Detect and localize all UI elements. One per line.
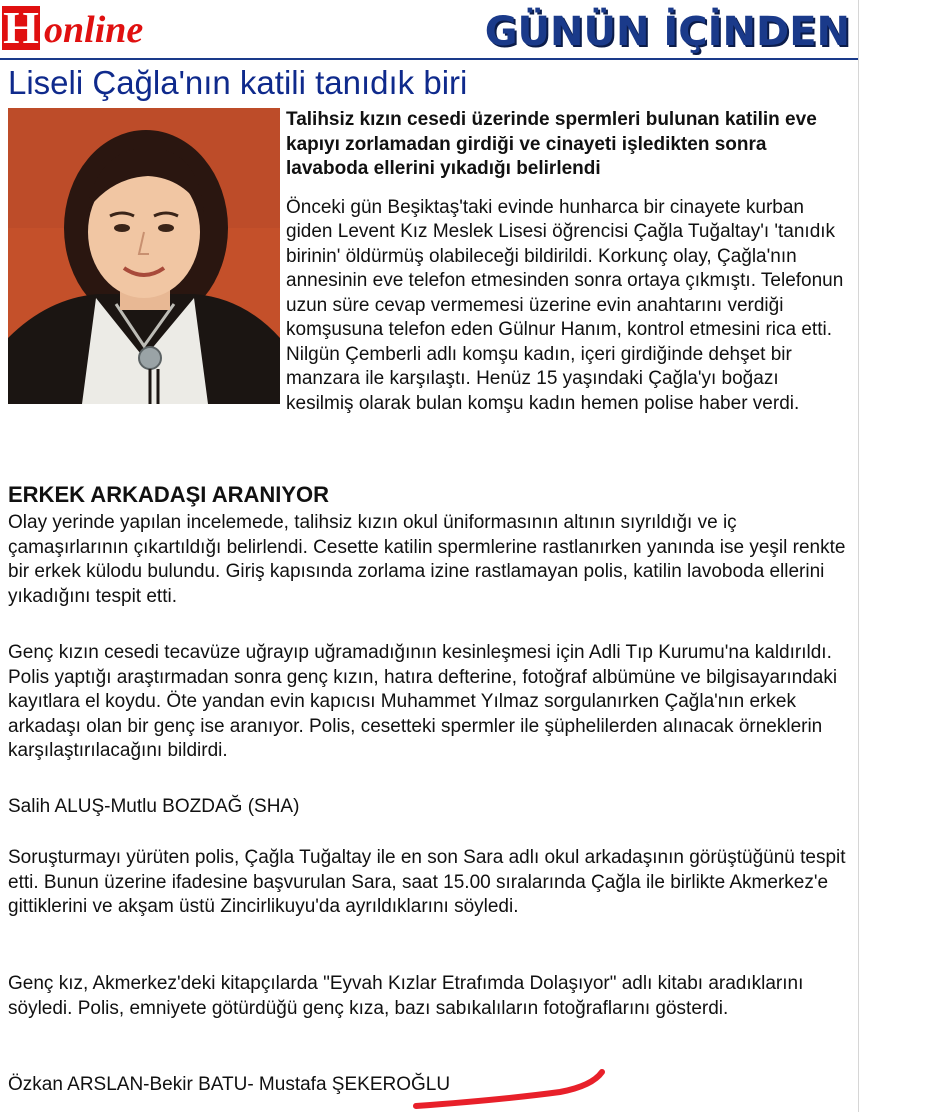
article-paragraph: Olay yerinde yapılan incelemede, talihsiz kızın okul üniformasının altının sıyrıldığı ve iç çamaşırlarının çıkartıldığı belirlendi. Cesette katilin spermlerine rastlanırken yanında ise yeşil renkte bir erkek külodu bulundu. Giriş kapısında zorlama izine rastlamayan polis, katilin lavoboda ellerini yıkadığını tespit etti. <box>8 512 846 607</box>
article-paragraph: Genç kızın cesedi tecavüze uğrayıp uğramadığının kesinleşmesi için Adli Tıp Kurumu'na kaldırıldı. Polis yaptığı araştırmadan sonra genç kızın, hatıra defterine, fotoğraf albümüne ve bilgisayarındaki kayıtlara el koydu. Öte yandan evin kapıcısı Muhammet Yılmaz sorgulanırken Çağla'nın erkek arkadaşı olan bir genç ise aranıyor. Polis, cesetteki spermler ile şüphelilerden alınacak örneklerin karşılaştırılacağını bildirdi. <box>8 642 838 761</box>
highlight-stroke <box>410 1066 610 1112</box>
article-paragraph: Soruşturmayı yürüten polis, Çağla Tuğaltay ile en son Sara adlı okul arkadaşının görüştüğünü tespit etti. Bunun üzerine ifadesine başvurulan Sara, saat 15.00 sıralarında Çağla ile birlikte Akmerkez'e gittiklerini ve akşam üstü Zincirlikuyu'da ayrıldıklarını söyledi. <box>8 847 846 917</box>
masthead <box>0 0 858 60</box>
article-intro: Önceki gün Beşiktaş'taki evinde hunharca bir cinayete kurban giden Levent Kız Meslek Lisesi öğrencisi Çağla Tuğaltay'ı 'tanıdık birinin' öldürmüş olabileceği bildirildi. Korkunç olay, Çağla'nın annesinin eve telefon etmesinden sonra ortaya çıkmıştı. Telefonun uzun süre cevap vermemesi üzerine evin anahtarını verdiği komşusuna telefon eden Gülnur Hanım, kontrol etmesini rica etti. Nilgün Çemberli adlı komşu kadın, içeri girdiğinde dehşet bir manzara ile karşılaştı. Henüz 15 yaşındaki Çağla'yı boğazı kesilmiş olarak bulan komşu kadın hemen polise haber verdi. <box>286 196 844 414</box>
section-title: GÜNÜN İÇİNDEN <box>484 9 850 55</box>
logo-mark[interactable]: H <box>3 6 39 50</box>
article-body <box>8 108 850 416</box>
page-border <box>858 0 859 1112</box>
article-paragraph: Genç kız, Akmerkez'deki kitapçılarda "Eyvah Kızlar Etrafımda Dolaşıyor" adlı kitabı aradıklarını söyledi. Polis, emniyete götürdüğü genç kıza, bazı sabıkalıların fotoğraflarını gösterdi. <box>8 973 804 1019</box>
article-lead: Talihsiz kızın cesedi üzerinde spermleri bulunan katilin eve kapıyı zorlamadan girdiği ve cinayeti işledikten sonra lavaboda ellerini yıkadığı belirlendi <box>286 109 817 179</box>
article-headline: Liseli Çağla'nın katili tanıdık biri <box>8 64 468 101</box>
header-divider <box>0 58 858 60</box>
article-byline: Özkan ARSLAN-Bekir BATU- Mustafa ŞEKEROĞLU <box>8 1074 451 1095</box>
logo-text[interactable]: online <box>44 9 144 51</box>
article-subheading: ERKEK ARKADAŞI ARANIYOR <box>8 482 330 507</box>
article-byline: Salih ALUŞ-Mutlu BOZDAĞ (SHA) <box>8 796 300 817</box>
